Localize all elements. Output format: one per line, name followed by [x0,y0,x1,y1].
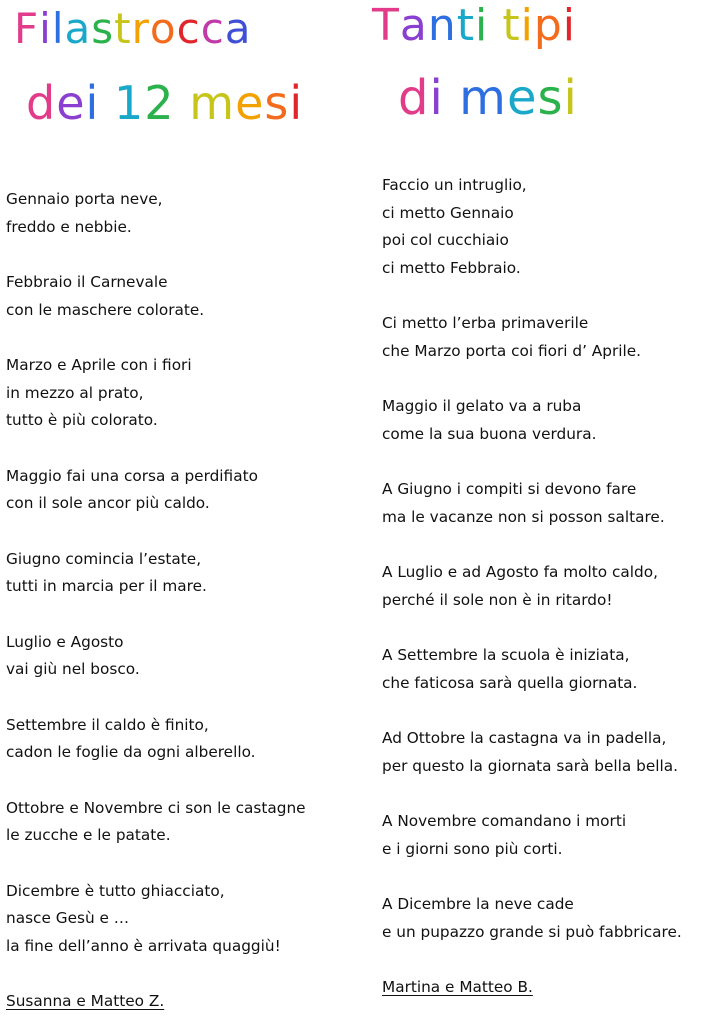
title-letter: i [562,0,576,51]
title-letter: m [189,76,236,130]
poem-line: la fine dell’anno è arrivata quaggiù! [6,936,281,955]
title-letter: a [224,4,252,53]
poem-line: ci metto Febbraio. [382,258,521,277]
title-letter: i [85,76,100,130]
poem-line: in mezzo al prato, [6,383,144,402]
stanza [382,393,700,448]
stanza [6,186,336,241]
title-letter: n [427,0,457,51]
title-letter: o [149,4,177,53]
stanza [6,546,336,601]
poem-line: con il sole ancor più caldo. [6,494,210,512]
title-letter: a [64,4,92,53]
title-letter: F [14,4,40,53]
title-letter: l [51,4,65,53]
author-signature: Martina e Matteo B. [382,978,533,996]
title-letter: T [372,0,400,51]
right-title-line-1 [372,0,576,51]
poem-line: come la sua buona verdura. [382,424,597,443]
title-letter: 1 [114,76,145,130]
title-letter: 2 [144,76,175,130]
right-title-line-2 [398,70,578,126]
poem-line: Febbraio il Carnevale [6,273,168,291]
title-letter: i [429,70,444,126]
poem-line: ma le vacanze non si posson saltare. [382,507,665,526]
poem-line: perché il sole non è in ritardo! [382,590,613,609]
poem-line: freddo e nebbie. [6,217,132,236]
title-letter: i [563,70,578,126]
poem-line: ci metto Gennaio [382,203,514,222]
stanza [382,725,700,780]
poem-line: tutti in marcia per il mare. [6,577,207,595]
stanza [6,463,336,518]
left-title-line-1 [14,4,252,53]
poem-line: Ad Ottobre la castagna va in padella, [382,729,667,747]
stanza [382,476,700,531]
title-letter: e [506,70,538,126]
poem-line: Maggio fai una corsa a perdifiato [6,466,258,485]
stanza [382,172,700,282]
stanza [382,808,700,863]
stanza [6,795,336,850]
poem-line: Ci metto l’erba primaverile [382,314,589,332]
poem-line: Marzo e Aprile con i fiori [6,356,192,374]
title-letter: a [399,0,428,51]
poem-line: A Settembre la scuola è iniziata, [382,646,630,664]
stanza [382,891,700,946]
poem-line: A Dicembre la neve cade [382,895,574,913]
title-letter: c [176,4,201,53]
title-letter: s [91,4,115,53]
poem-line: che Marzo porta coi fiori d’ Aprile. [382,341,642,360]
poem-line: Faccio un intruglio, [382,176,527,194]
poem-line: Gennaio porta neve, [6,190,163,208]
poem-line: nasce Gesù e … [6,909,130,927]
poem-line: che faticosa sarà quella giornata. [382,673,638,692]
left-title-line-2 [26,76,304,130]
title-letter: r [131,4,150,53]
title-letter: e [235,76,265,130]
stanza [6,712,336,767]
poem-line: tutto è più colorato. [6,411,158,429]
title-letter: s [264,76,290,130]
stanza [382,310,700,365]
poem-line: con le maschere colorate. [6,300,205,319]
poem-line: vai giù nel bosco. [6,660,140,678]
author-signature: Susanna e Matteo Z. [6,992,165,1010]
poem-line: le zucche e le patate. [6,826,171,844]
left-poem [6,186,336,1016]
stanza [382,559,700,614]
poem-line: e un pupazzo grande si può fabbricare. [382,922,682,941]
title-letter: i [39,4,52,53]
poem-line: poi col cucchiaio [382,231,509,249]
poem-line: A Luglio e ad Agosto fa molto caldo, [382,563,658,581]
poem-line: e i giorni sono più corti. [382,839,563,858]
title-letter: d [26,76,57,130]
stanza [6,352,336,435]
poem-line: cadon le foglie da ogni alberello. [6,743,256,761]
poem-line: per questo la giornata sarà bella bella. [382,756,678,775]
stanza [382,642,700,697]
title-letter: i [475,0,489,51]
poem-line: Ottobre e Novembre ci son le castagne [6,798,306,817]
stanza [6,269,336,324]
title-letter: s [537,70,564,126]
stanza [6,878,336,961]
title-letter: i [520,0,534,51]
poem-line: Maggio il gelato va a ruba [382,397,582,415]
poem-line: A Giugno i compiti si devono fare [382,480,637,498]
title-letter: t [114,4,132,53]
poem-line: Settembre il caldo è finito, [6,715,209,734]
stanza [6,629,336,684]
title-letter: t [456,0,476,51]
poem-line: Dicembre è tutto ghiacciato, [6,881,225,900]
title-letter: t [502,0,521,51]
title-letter: i [289,76,304,130]
title-letter: c [200,4,225,53]
title-letter: e [56,76,86,130]
title-letter: d [398,70,430,126]
title-letter: m [459,70,507,126]
poem-line: Luglio e Agosto [6,632,124,651]
poem-line: Giugno comincia l’estate, [6,549,202,568]
poem-line: A Novembre comandano i morti [382,812,627,830]
right-poem [382,172,700,1002]
title-letter: p [533,0,563,51]
